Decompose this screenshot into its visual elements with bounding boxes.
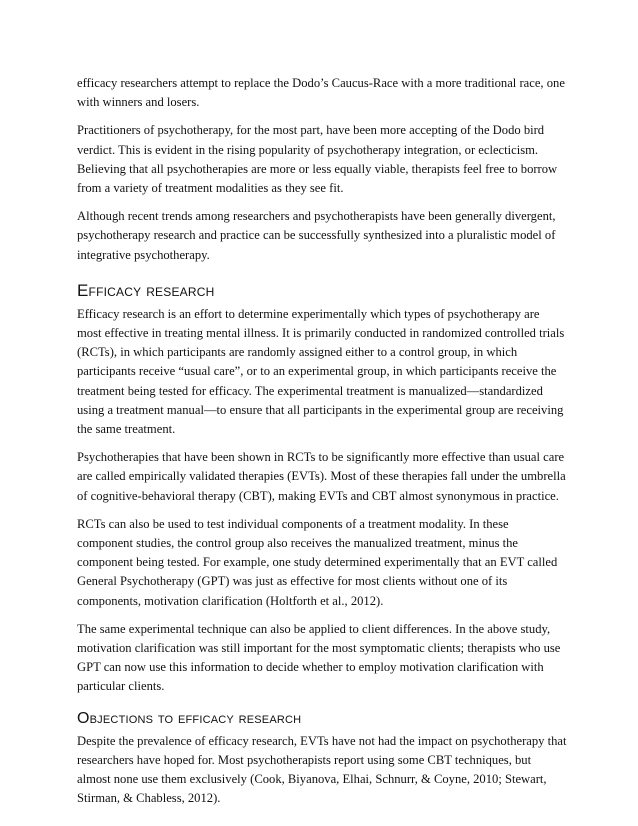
paragraph-intro-3: Although recent trends among researchers and psychotherapists have been generally divergent, psychotherapy research and practice can be successfully synthesized into a pluralistic model of integrative psychotherapy.: [77, 209, 556, 262]
section-heading-efficacy-research: Efficacy research: [77, 280, 215, 300]
section-heading-objections: Objections to efficacy research: [77, 709, 302, 727]
paragraph-intro-2: Practitioners of psychotherapy, for the most part, have been more accepting of the Dodo bird verdict. This is evident in the rising popularity of psychotherapy integration, or eclecticism. Believing that all psychotherapies are more or less equally viable, therapists feel free to borrow from a variety of treatment modalities as they see fit.: [77, 123, 558, 196]
paragraph-intro-1: efficacy researchers attempt to replace the Dodo’s Caucus-Race with a more traditional race, one with winners and losers.: [77, 76, 565, 110]
paragraph-efficacy-2: Psychotherapies that have been shown in RCTs to be significantly more effective than usual care are called empirically validated therapies (EVTs). Most of these therapies fall under the umbrella of cognitive-behavioral therapy (CBT), making EVTs and CBT almost synonymous in practice.: [77, 450, 566, 503]
paragraph-efficacy-1: Efficacy research is an effort to determine experimentally which types of psychotherapy are most effective in treating mental illness. It is primarily conducted in randomized controlled trials (RCTs), in which participants are randomly assigned either to a control group, in which participants receive “usual care”, or to an experimental group, in which participants receive the treatment being tested for efficacy. The experimental treatment is manualized—standardized using a treatment manual—to ensure that all participants in the experimental group are receiving the same treatment.: [77, 306, 565, 437]
paragraph-efficacy-4: The same experimental technique can also be applied to client differences. In the above study, motivation clarification was still important for the most symptomatic clients; therapists who use GPT can now use this information to decide whether to employ motivation clarification with particular clients.: [77, 621, 561, 694]
paragraph-efficacy-3: RCTs can also be used to test individual components of a treatment modality. In these component studies, the control group also receives the manualized treatment, minus the component being tested. For example, one study determined experimentally that an EVT called General Psychotherapy (GPT) was just as effective for most clients without one of its components, motivation clarification (Holtforth et al., 2012).: [77, 516, 558, 608]
paragraph-objections-1: Despite the prevalence of efficacy research, EVTs have not had the impact on psychotherapy that researchers have hoped for. Most psychotherapists report using some CBT techniques, but almost none use them exclusively (Cook, Biyanova, Elhai, Schnurr, & Coyne, 2010; Stewart, Stirman, & Chabless, 2012).: [77, 733, 567, 806]
document-body: [77, 74, 567, 818]
